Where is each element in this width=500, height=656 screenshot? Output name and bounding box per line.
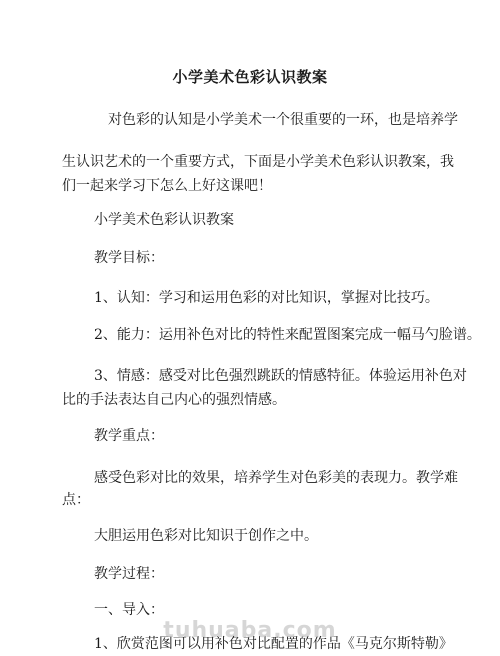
section-subtitle: 小学美术色彩认识教案 — [94, 212, 234, 228]
process-step-1: 一、导入： — [94, 602, 164, 618]
key-points-heading: 教学重点： — [94, 428, 164, 444]
key-points-line-2: 点： — [62, 492, 90, 508]
site-watermark: tuhuaba.com — [163, 618, 337, 643]
intro-line-1: 对色彩的认知是小学美术一个很重要的一环，也是培养学 — [108, 112, 458, 128]
intro-line-3: 们一起来学习下怎么上好这课吧！ — [62, 178, 272, 194]
goal-item-2: 2、能力：运用补色对比的特性来配置图案完成一幅马勺脸谱。 — [94, 327, 481, 343]
goal-item-1: 1、认知：学习和运用色彩的对比知识，掌握对比技巧。 — [94, 290, 439, 306]
process-heading: 教学过程： — [94, 566, 164, 582]
goal-item-3-line-1: 3、情感：感受对比色强烈跳跃的情感特征。体验运用补色对 — [94, 368, 467, 384]
key-points-line-1: 感受色彩对比的效果，培养学生对色彩美的表现力。教学难 — [94, 470, 458, 486]
goal-item-3-line-2: 比的手法表达自己内心的强烈情感。 — [62, 392, 286, 408]
intro-line-2: 生认识艺术的一个重要方式，下面是小学美术色彩认识教案，我 — [62, 154, 454, 170]
difficulty-text: 大胆运用色彩对比知识于创作之中。 — [94, 528, 318, 544]
document-title: 小学美术色彩认识教案 — [172, 68, 328, 86]
goals-heading: 教学目标： — [94, 250, 164, 266]
process-step-1-sub: 1、欣赏范图可以用补色对比配置的作品《马克尔斯特勒》 — [94, 636, 453, 652]
